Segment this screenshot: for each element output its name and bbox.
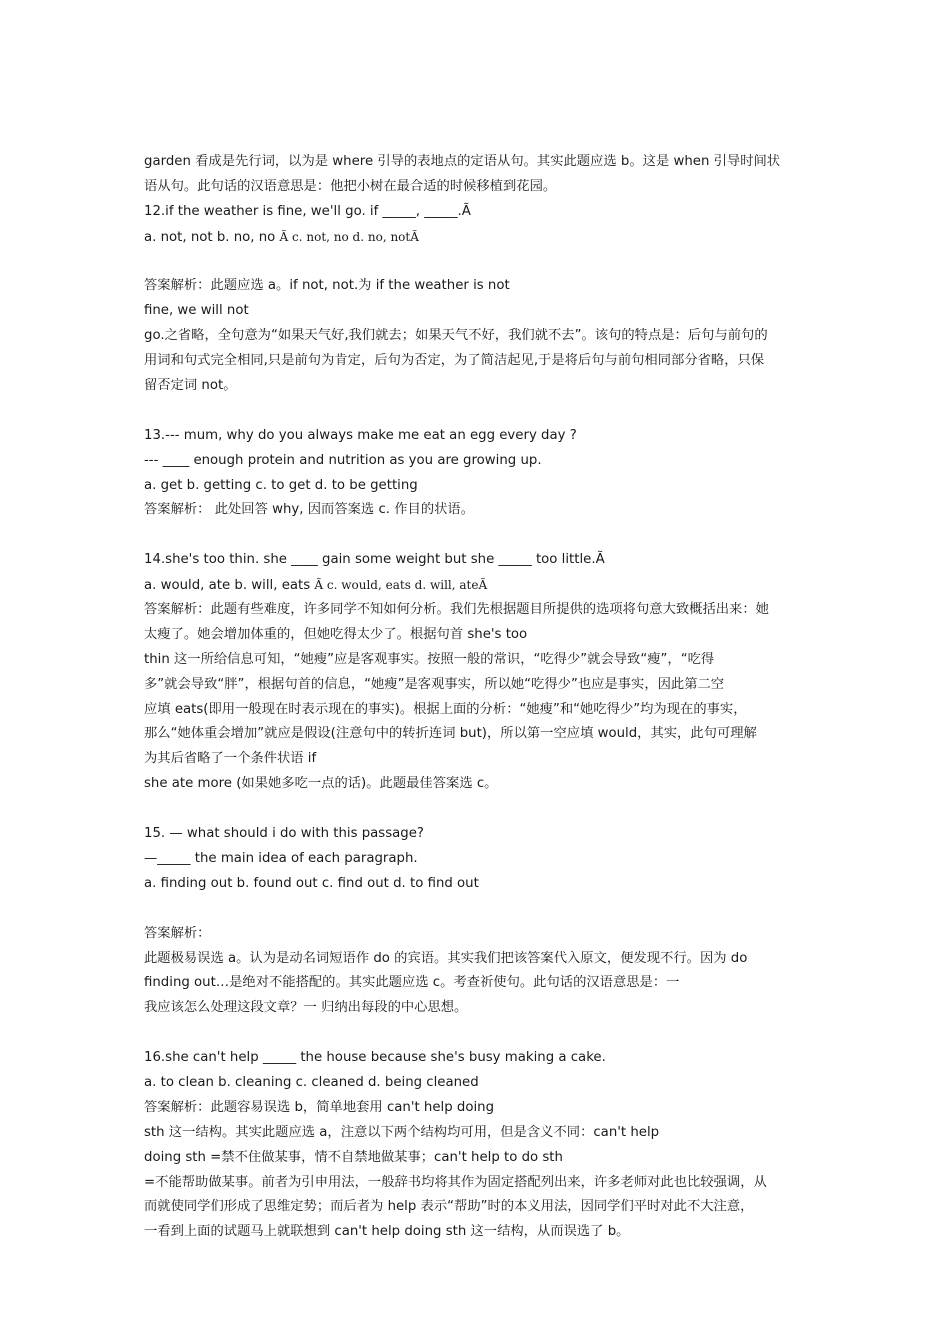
text-line: 一看到上面的试题马上就联想到 can't help doing sth 这一结构，从而误选了 b。 [144, 1224, 630, 1240]
question-13-options: a. get b. getting c. to get d. to be getting [144, 477, 418, 493]
blank-line [144, 797, 814, 822]
text-line: 我应该怎么处理这段文章？一 归纳出每段的中心思想。 [144, 1000, 468, 1016]
blank-line [144, 399, 814, 424]
answer-15-label: 答案解析： [144, 925, 211, 941]
blank-line [144, 897, 814, 922]
text-line: go.之省略，全句意为“如果天气好,我们就去；如果天气不好，我们就不去”。该句的特点是：后句与前句的 [144, 328, 768, 344]
question-15: 15. — what should i do with this passage? [144, 826, 424, 842]
question-12-options-c-d: Ã c. not, no d. no, notÃ [279, 229, 419, 244]
question-14-options-a-b: a. would, ate b. will, eats [144, 578, 315, 594]
text-line: 为其后省略了一个条件状语 if [144, 751, 317, 767]
question-12-options-a-b: a. not, not b. no, no [144, 229, 280, 245]
text-line: thin 这一所给信息可知，“她瘦”应是客观事实。按照一般的常识，“吃得少”就会导致“瘦”，“吃得 [144, 651, 715, 667]
answer-15: 此题极易误选 a。认为是动名词短语作 do 的宾语。其实我们把该答案代入原文，便发现不行。因为 do [144, 950, 748, 966]
question-12: 12.if the weather is fine, we'll go. if _____, _____.Ã [144, 203, 471, 219]
text-line: 语从句。此句话的汉语意思是：他把小树在最合适的时候移植到花园。 [144, 178, 557, 194]
answer-14: 答案解析：此题有些难度，许多同学不知如何分析。我们先根据题目所提供的选项将句意大致概括出来：她 [144, 602, 769, 618]
text-line: =不能帮助做某事。前者为引申用法，一般辞书均将其作为固定搭配列出来，许多老师对此也比较强调，从 [144, 1174, 767, 1190]
text-line: garden 看成是先行词，以为是 where 引导的表地点的定语从句。其实此题应选 b。这是 when 引导时间状 [144, 154, 781, 169]
answer-12: 答案解析：此题应选 a。if not, not.为 if the weather is not [144, 278, 510, 294]
document-page [144, 150, 814, 1245]
text-line: 那么“她体重会增加”就应是假设(注意句中的转折连词 but)，所以第一空应填 would，其实，此句可理解 [144, 726, 757, 742]
text-line: 留否定词 not。 [144, 378, 237, 394]
text-line: finding out…是绝对不能搭配的。其实此题应选 c。考查祈使句。此句话的汉语意思是：一 [144, 975, 680, 991]
question-14-options-c-d: Ã c. would, eats d. will, ateÃ [314, 578, 488, 593]
text-line: 太瘦了。她会增加体重的，但她吃得太少了。根据句首 she's too [144, 626, 528, 642]
text-line: —_____ the main idea of each paragraph. [144, 850, 418, 866]
blank-line [144, 1021, 814, 1046]
text-line: fine, we will not [144, 303, 249, 319]
question-12-options [144, 225, 814, 250]
answer-13: 答案解析： 此处回答 why, 因而答案选 c. 作目的状语。 [144, 502, 475, 518]
blank-line [144, 523, 814, 548]
question-15-options: a. finding out b. found out c. find out d. to find out [144, 875, 479, 891]
text-line: 应填 eats(即用一般现在时表示现在的事实)。根据上面的分析：“她瘦”和“她吃得少”均为现在的事实， [144, 701, 747, 717]
question-14: 14.she's too thin. she ____ gain some weight but she _____ too little.Ã [144, 552, 605, 568]
text-line: 多”就会导致“胖”，根据句首的信息，“她瘦”是客观事实，所以她“吃得少”也应是事实，因此第二空 [144, 676, 725, 692]
text-line: she ate more (如果她多吃一点的话)。此题最佳答案选 c。 [144, 776, 498, 792]
blank-line [144, 250, 814, 275]
question-14-options [144, 573, 814, 598]
text-line: 用词和句式完全相同,只是前句为肯定，后句为否定，为了简洁起见,于是将后句与前句相同部分省略，只保 [144, 353, 765, 369]
text-line: doing sth =禁不住做某事，情不自禁地做某事；can't help to do sth [144, 1149, 563, 1165]
answer-16: 答案解析：此题容易误选 b，简单地套用 can't help doing [144, 1099, 495, 1115]
text-line: sth 这一结构。其实此题应选 a，注意以下两个结构均可用，但是含义不同：can't help [144, 1124, 660, 1140]
question-13: 13.--- mum, why do you always make me eat an egg every day ? [144, 427, 577, 443]
text-line: --- ____ enough protein and nutrition as you are growing up. [144, 452, 542, 468]
text-line: 而就使同学们形成了思维定势；而后者为 help 表示“帮助”时的本义用法，因同学们平时对此不大注意， [144, 1199, 754, 1215]
question-16: 16.she can't help _____ the house because she's busy making a cake. [144, 1050, 606, 1066]
question-16-options: a. to clean b. cleaning c. cleaned d. being cleaned [144, 1074, 479, 1090]
